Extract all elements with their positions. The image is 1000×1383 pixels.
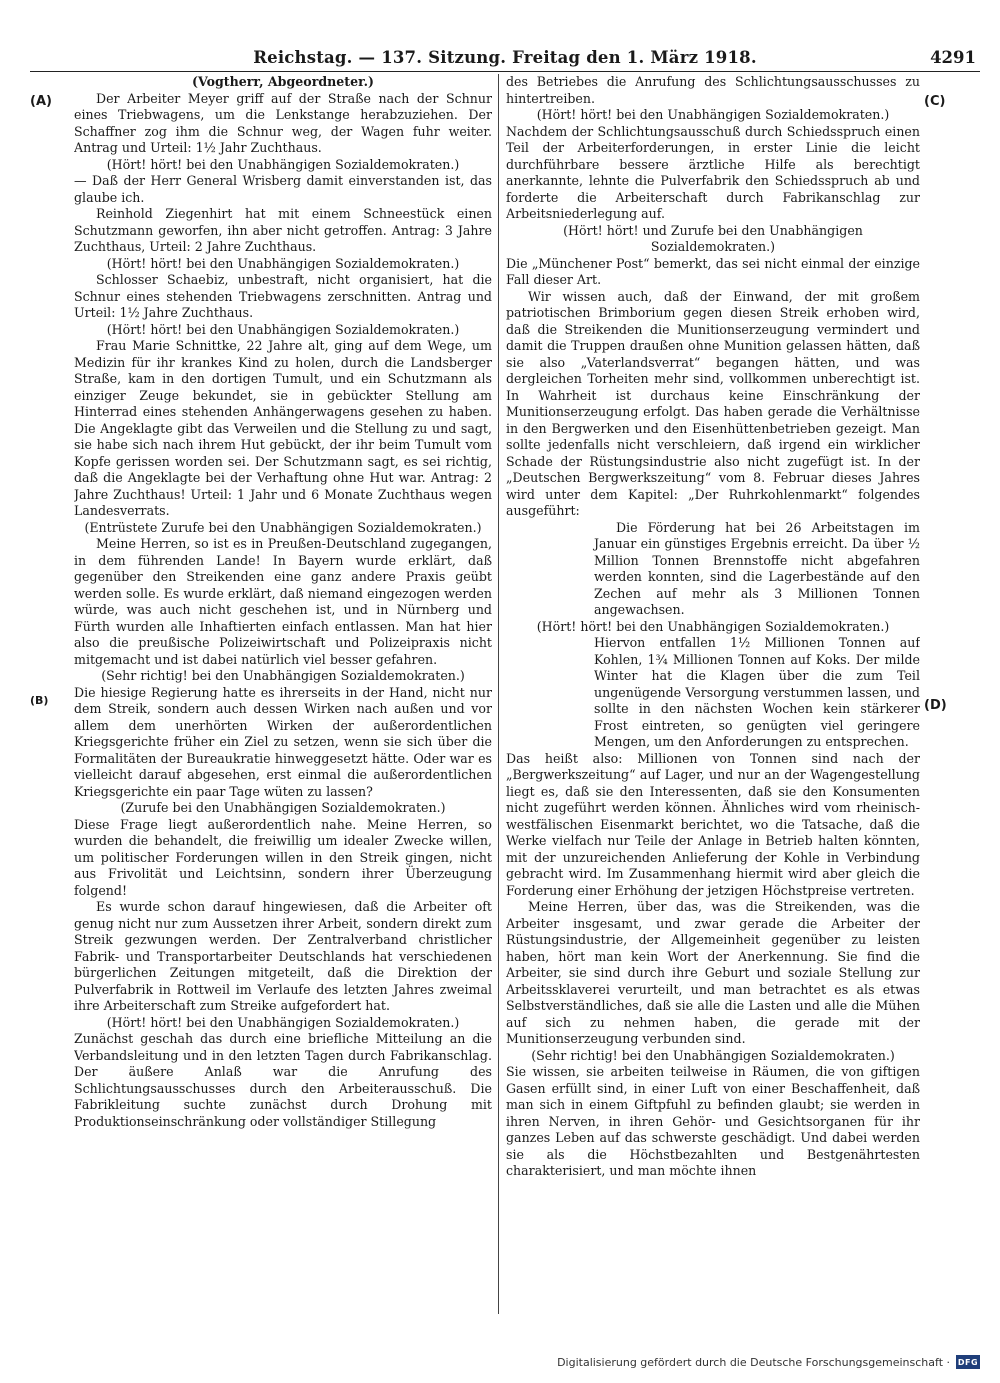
block-quote: Hiervon entfallen 1½ Millionen Tonnen auf Kohlen, 1¾ Millionen Tonnen auf Koks. Der milde Winter hat die Klagen über die zum Teil ungenügende Versorgung verstummen lassen, und sollte in den nächsten Wochen kein stärkerer Frost eintreten, so genügten viel geringere Mengen, um den Anforderungen zu entsprechen.: [594, 635, 920, 749]
margin-marker-c: (C): [924, 94, 946, 109]
paragraph: Der Arbeiter Meyer griff auf der Straße nach der Schnur eines Triebwagens, um die Lenkstange herabzuziehen. Der Schaffner zog ihm die Schnur weg, der Wagen fuhr weiter. Antrag und Urteil: 1½ Jahr Zuchthaus.: [74, 90, 492, 155]
page-number: 4291: [930, 48, 976, 67]
paragraph: Das heißt also: Millionen von Tonnen sind nach der „Bergwerkszeitung“ auf Lager, und nur an der Wagengestellung liegt es, daß sie den Interessenten, daß sie den Konsumenten nicht zugeführt werden können. Ähnliches wird vom rheinisch-westfälischen Eisenmarkt berichtet, wo die Tatsache, daß die Werke vielfach nur Teile der Anlage in Betrieb halten könnten, mit der unzureichenden Anlieferung der Kohle in Verbindung gebracht wird. Im Zusammenhang hiermit wird aber gleich die Forderung einer Erhöhung der jetzigen Höchstpreise vertreten.: [506, 750, 920, 898]
paragraph: Frau Marie Schnittke, 22 Jahre alt, ging auf dem Wege, um Medizin für ihr krankes Kind zu holen, durch die Landsberger Straße, kam in den dortigen Tumult, und ein Schutzmann als einziger Zeuge bekundet, sie in gebückter Stellung am Hinterrad eines stehenden Anhängerwagens gesehen zu haben. Die Angeklagte gibt das Verweilen und die Stellung zu und sagt, sie habe sich nach ihrem Hut gebückt, der ihr beim Tumult vom Kopfe gerissen worden sei. Der Schutzmann sagt, es sei richtig, daß die Angeklagte bei der Verhaftung ohne Hut war. Antrag: 2 Jahre Zuchthaus! Urteil: 1 Jahr und 6 Monate Zuchthaus wegen Landesverrats.: [74, 338, 492, 518]
dfg-logo: DFG: [956, 1355, 980, 1369]
paragraph: Wir wissen auch, daß der Einwand, der mit großem patriotischen Brimborium gegen diesen Streik erhoben wird, daß die Streikenden die Munitionserzeugung vermindert und damit die Truppen draußen ohne Munition gelassen hätten, daß sie also „Vaterlandsverrat“ begangen hätten, und was dergleichen Torheiten mehr sind, vollkommen unberechtigt ist. In Wahrheit ist durchaus keine Einschränkung der Munitionserzeugung erfolgt. Das haben gerade die Verhältnisse in den Bergwerken und den Eisenhüttenbetrieben gezeigt. Man sollte jedenfalls nicht verschleiern, daß irgend ein wirklicher Schade der Rüstungsindustrie also nicht zugefügt ist. In der „Deutschen Bergwerkszeitung“ vom 8. Februar dieses Jahres wird unter dem Kapitel: „Der Ruhrkohlenmarkt“ folgendes ausgeführt:: [506, 288, 920, 518]
interjection: (Entrüstete Zurufe bei den Unabhängigen Sozialdemokraten.): [84, 519, 482, 535]
interjection: (Hört! hört! bei den Unabhängigen Sozialdemokraten.): [536, 618, 890, 634]
interjection: (Hört! hört! bei den Unabhängigen Sozialdemokraten.): [536, 107, 890, 122]
margin-marker-b: (B): [30, 694, 49, 707]
margin-marker-a: (A): [30, 94, 52, 109]
paragraph: Meine Herren, so ist es in Preußen-Deutschland zugegangen, in dem führenden Lande! In Bayern wurde erklärt, daß gegenüber den Streikenden eine ganz andere Praxis geübt werden solle. Es wurde erklärt, daß niemand eingezogen werden würde, was auch nicht geschehen ist, und in Nürnberg und Fürth wurden alle Inhaftierten einfach entlassen. Man hat hier also die preußische Polizeiwirtschaft und Polizeipraxis nicht mitgemacht und ist dabei natürlich viel besser gefahren.: [74, 536, 492, 667]
paragraph: Sie wissen, sie arbeiten teilweise in Räumen, die von giftigen Gasen erfüllt sind, in einer Luft von einer Beschaffenheit, daß man sich in einem Giftpfuhl zu befinden glaubt; sie werden in ihren Nerven, in ihren Gehör- und Gesichtsorganen für ihr ganzes Leben auf das schwerste geschädigt. Und dabei werden sie als die Höchstbezahlten und Bestgenährtesten charakterisiert, und man möchte ihnen: [506, 1064, 920, 1178]
margin-marker-d: (D): [924, 698, 947, 713]
paragraph: — Daß der Herr General Wrisberg damit einverstanden ist, das glaube ich.: [74, 173, 492, 205]
paragraph: Es wurde schon darauf hingewiesen, daß die Arbeiter oft genug nicht nur zum Aussetzen ihrer Arbeit, sondern direkt zum Streik gezwungen werden. Der Zentralverband christlicher Fabrik- und Transportarbeiter Deutschlands hat verschiedenen bürgerlichen Zeitungen mitgeteilt, daß die Direktion der Pulverfabrik in Rottweil im Verlaufe des letzten Jahres zweimal ihre Arbeiterschaft zum Streike aufgefordert hat.: [74, 899, 492, 1013]
paragraph: des Betriebes die Anrufung des Schlichtungsausschusses zu hintertreiben.: [506, 74, 920, 106]
header-title: Reichstag. — 137. Sitzung. Freitag den 1. März 1918.: [253, 48, 757, 67]
interjection: (Hört! hört! und Zurufe bei den Unabhängigen Sozialdemokraten.): [563, 222, 863, 254]
running-header: [30, 45, 980, 72]
footer-text: Digitalisierung gefördert durch die Deutsche Forschungsgemeinschaft ·: [557, 1355, 950, 1369]
paragraph: Diese Frage liegt außerordentlich nahe. Meine Herren, so wurden die behandelt, die freiwillig um idealer Zwecke willen, um politischer Forderungen willen in den Streik gingen, nicht aus Frivolität und Leichtsinn, sondern ihrer Überzeugung folgend!: [74, 816, 492, 898]
interjection: (Hört! hört! bei den Unabhängigen Sozialdemokraten.): [106, 156, 460, 172]
paragraph: Nachdem der Schlichtungsausschuß durch Schiedsspruch einen Teil der Arbeiterforderungen, in erster Linie die leicht durchführbare bessere ärztliche Hilfe als berechtigt anerkannte, lehnte die Pulverfabrik den Schiedsspruch ab und forderte die Arbeiterschaft durch Fabrikanschlag zur Arbeitsniederlegung auf.: [506, 123, 920, 221]
paragraph: Zunächst geschah das durch eine briefliche Mitteilung an die Verbandsleitung und in den letzten Tagen durch Fabrikanschlag. Der äußere Anlaß war die Anrufung des Schlichtungsausschusses durch den Arbeiterausschuß. Die Fabrikleitung suchte zunächst durch Drohung mit Produktionseinschränkung oder vollständiger Stillegung: [74, 1031, 492, 1129]
left-column: [74, 74, 492, 1319]
paragraph: Die „Münchener Post“ bemerkt, das sei nicht einmal der einzige Fall dieser Art.: [506, 255, 920, 287]
column-divider: [498, 74, 499, 1314]
digitization-footer: [557, 1355, 980, 1369]
speaker-label: (Vogtherr, Abgeordneter.): [192, 74, 374, 89]
paragraph: Meine Herren, über das, was die Streikenden, was die Arbeiter insgesamt, und zwar gerade die Arbeiter der Rüstungsindustrie, der Allgemeinheit gegenüber zu leisten haben, hört man kein Wort der Anerkennung. Sie find die Arbeiter, sie sind durch ihre Geburt und soziale Stellung zur Arbeitssklaverei verurteilt, und man betrachtet es als etwas Selbstverständliches, daß sie alle die Lasten und alle die Mühen auf sich zu nehmen haben, die gerade mit der Munitionserzeugung verbunden sind.: [506, 899, 920, 1046]
paragraph: Reinhold Ziegenhirt hat mit einem Schneestück einen Schutzmann geworfen, ihn aber nicht getroffen. Antrag: 3 Jahre Zuchthaus, Urteil: 2 Jahre Zuchthaus.: [74, 206, 492, 254]
paragraph: Die hiesige Regierung hatte es ihrerseits in der Hand, nicht nur dem Streik, sondern auch dessen Wirken nach außen und vor allem dem unerhörten Wirken der außerordentlichen Kriegsgerichte früher ein Ziel zu setzen, wenn sie sich über die Formalitäten der Bureaukratie hinweggesetzt hätte. Oder war es vielleicht darauf abgesehen, erst einmal die außerordentlichen Kriegsgerichte ein paar Tage wüten zu lassen?: [74, 684, 492, 799]
block-quote: Die Förderung hat bei 26 Arbeitstagen im Januar ein günstiges Ergebnis erreicht. Da über ½ Million Tonnen Brennstoffe nicht abgefahren werden konnten, sind die Lagerbestände auf den Zechen auf mehr als 3 Millionen Tonnen angewachsen.: [594, 519, 920, 617]
interjection: (Hört! hört! bei den Unabhängigen Sozialdemokraten.): [106, 1014, 460, 1030]
interjection: (Zurufe bei den Unabhängigen Sozialdemokraten.): [120, 800, 446, 815]
interjection: (Sehr richtig! bei den Unabhängigen Sozialdemokraten.): [101, 668, 465, 683]
right-column: [506, 74, 920, 1319]
paragraph: Schlosser Schaebiz, unbestraft, nicht organisiert, hat die Schnur eines stehenden Triebwagens zerschnitten. Antrag und Urteil: 1½ Jahre Zuchthaus.: [74, 272, 492, 320]
interjection: (Hört! hört! bei den Unabhängigen Sozialdemokraten.): [106, 255, 460, 271]
interjection: (Hört! hört! bei den Unabhängigen Sozialdemokraten.): [106, 321, 460, 337]
interjection: (Sehr richtig! bei den Unabhängigen Sozialdemokraten.): [531, 1047, 895, 1063]
